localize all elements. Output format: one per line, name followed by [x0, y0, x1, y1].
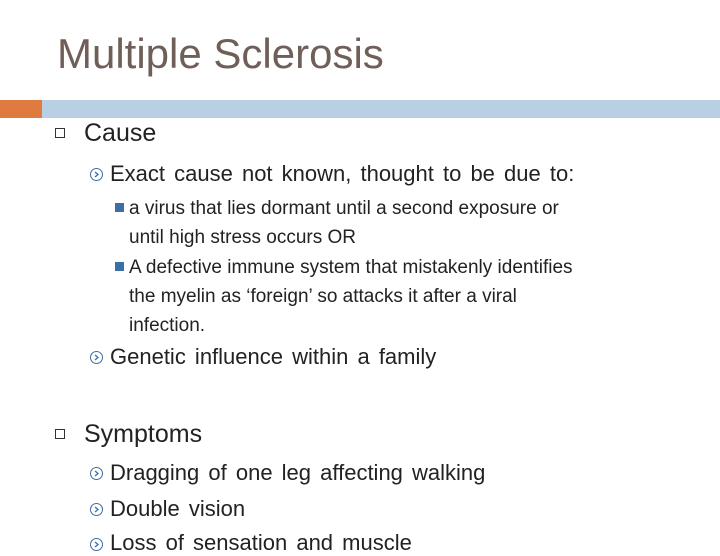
cause-sub-exact: Exact cause not known, thought to be due to:	[110, 161, 575, 186]
circle-chevron-icon	[90, 503, 103, 516]
filled-square-icon	[115, 262, 124, 271]
bullet-line: A defective immune system that mistakenly identifies	[129, 257, 573, 278]
cause-bullet-virus	[129, 194, 689, 252]
cause-heading: Cause	[84, 119, 157, 147]
accent-bar-orange	[0, 100, 42, 118]
symptom-double-vision: Double vision	[110, 496, 246, 521]
hollow-square-icon	[55, 429, 65, 439]
bullet-line: the myelin as ‘foreign’ so attacks it after a viral	[129, 286, 517, 307]
circle-chevron-icon	[90, 467, 103, 480]
cause-bullet-immune	[129, 253, 689, 340]
bullet-line: a virus that lies dormant until a second exposure or	[129, 198, 559, 219]
accent-bar-blue	[42, 100, 720, 118]
filled-square-icon	[115, 203, 124, 212]
hollow-square-icon	[55, 128, 65, 138]
symptom-dragging: Dragging of one leg affecting walking	[110, 460, 486, 485]
symptom-sensation: Loss of sensation and muscle	[110, 530, 412, 555]
bullet-line: until high stress occurs OR	[129, 227, 357, 248]
symptoms-heading: Symptoms	[84, 420, 203, 448]
cause-sub-genetic: Genetic influence within a family	[110, 344, 437, 369]
circle-chevron-icon	[90, 168, 103, 181]
slide-title: Multiple Sclerosis	[57, 30, 384, 77]
circle-chevron-icon	[90, 351, 103, 364]
bullet-line: infection.	[129, 315, 206, 336]
